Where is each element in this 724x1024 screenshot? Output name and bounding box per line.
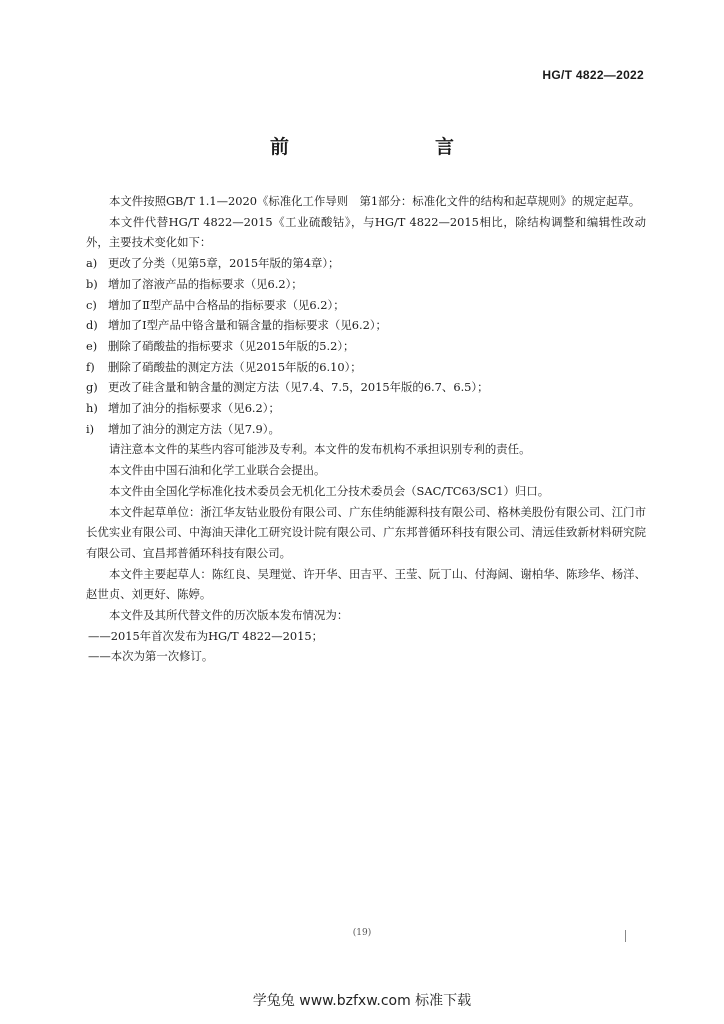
margin-mark [625, 930, 626, 942]
list-item [86, 315, 646, 336]
list-item-text: 删除了硝酸盐的指标要求（见2015年版的5.2）； [108, 338, 355, 353]
list-item-text: 增加了油分的指标要求（见6.2）； [108, 401, 280, 416]
list-item-label: c) [86, 297, 97, 312]
list-item-label: e) [86, 338, 98, 353]
list-item [86, 419, 646, 440]
paragraph-drafters: 本文件主要起草人：陈红良、吴理觉、许开华、田吉平、王莹、阮丁山、付海阔、谢柏华、陈珍华、杨洋、赵世贞、刘更好、陈婷。 [86, 566, 646, 602]
list-item [86, 377, 646, 398]
page-title: 前 言 [269, 136, 490, 158]
footer-watermark: 学兔兔 www.bzfxw.com 标准下载 [252, 993, 472, 1009]
list-item [86, 357, 646, 378]
list-item-text: 删除了硝酸盐的测定方法（见2015年版的6.10）； [108, 359, 362, 374]
list-item-text: 增加了溶液产品的指标要求（见6.2）； [108, 276, 303, 291]
list-item-label: i) [86, 421, 95, 436]
paragraph-compliance: 本文件按照GB/T 1.1—2020《标准化工作导则 第1部分：标准化文件的结构和起草规则》的规定起草。 [109, 194, 641, 208]
paragraph-drafting-units: 本文件起草单位：浙江华友钴业股份有限公司、广东佳纳能源科技有限公司、格林美股份有限公司、江门市长优实业有限公司、中海油天津化工研究设计院有限公司、广东邦普循环科技有限公司、清远佳致新材料研究院有限公司、宜昌邦普循环科技有限公司。 [86, 504, 646, 560]
list-item [86, 398, 646, 419]
history-entry: ——本次为第一次修订。 [88, 649, 214, 664]
paragraph-proposer: 本文件由中国石油和化学工业联合会提出。 [109, 463, 326, 478]
list-item-label: h) [86, 401, 98, 416]
list-item-label: g) [86, 380, 98, 395]
paragraph-replacement: 本文件代替HG/T 4822—2015《工业硫酸钴》，与HG/T 4822—2015相比，除结构调整和编辑性改动外，主要技术变化如下： [86, 214, 646, 250]
list-item-text: 更改了硅含量和钠含量的测定方法（见7.4、7.5，2015年版的6.7、6.5）； [108, 380, 489, 395]
list-item-label: a) [86, 256, 98, 271]
list-item [86, 274, 646, 295]
list-item [86, 295, 646, 316]
page-number: (19) [352, 928, 372, 938]
document-body [86, 191, 646, 667]
list-item-text: 增加了Ⅱ型产品中合格品的指标要求（见6.2）； [108, 297, 345, 312]
paragraph-patent-notice: 请注意本文件的某些内容可能涉及专利。本文件的发布机构不承担识别专利的责任。 [109, 442, 531, 457]
paragraph-committee: 本文件由全国化学标准化技术委员会无机化工分技术委员会（SAC/TC63/SC1）归口。 [109, 483, 550, 498]
list-item [86, 253, 646, 274]
list-item-label: b) [86, 276, 98, 291]
list-item-label: d) [86, 318, 98, 333]
list-item-text: 更改了分类（见第5章，2015年版的第4章）； [108, 256, 340, 271]
list-item-text: 增加了Ⅰ型产品中铬含量和镉含量的指标要求（见6.2）； [108, 318, 387, 333]
list-item-label: f) [86, 359, 95, 374]
paragraph-history-intro: 本文件及其所代替文件的历次版本发布情况为： [109, 608, 349, 623]
history-entry: ——2015年首次发布为HG/T 4822—2015； [88, 628, 323, 643]
standard-code: HG/T 4822—2022 [542, 68, 644, 82]
list-item-text: 增加了油分的测定方法（见7.9）。 [108, 421, 280, 436]
list-item [86, 336, 646, 357]
